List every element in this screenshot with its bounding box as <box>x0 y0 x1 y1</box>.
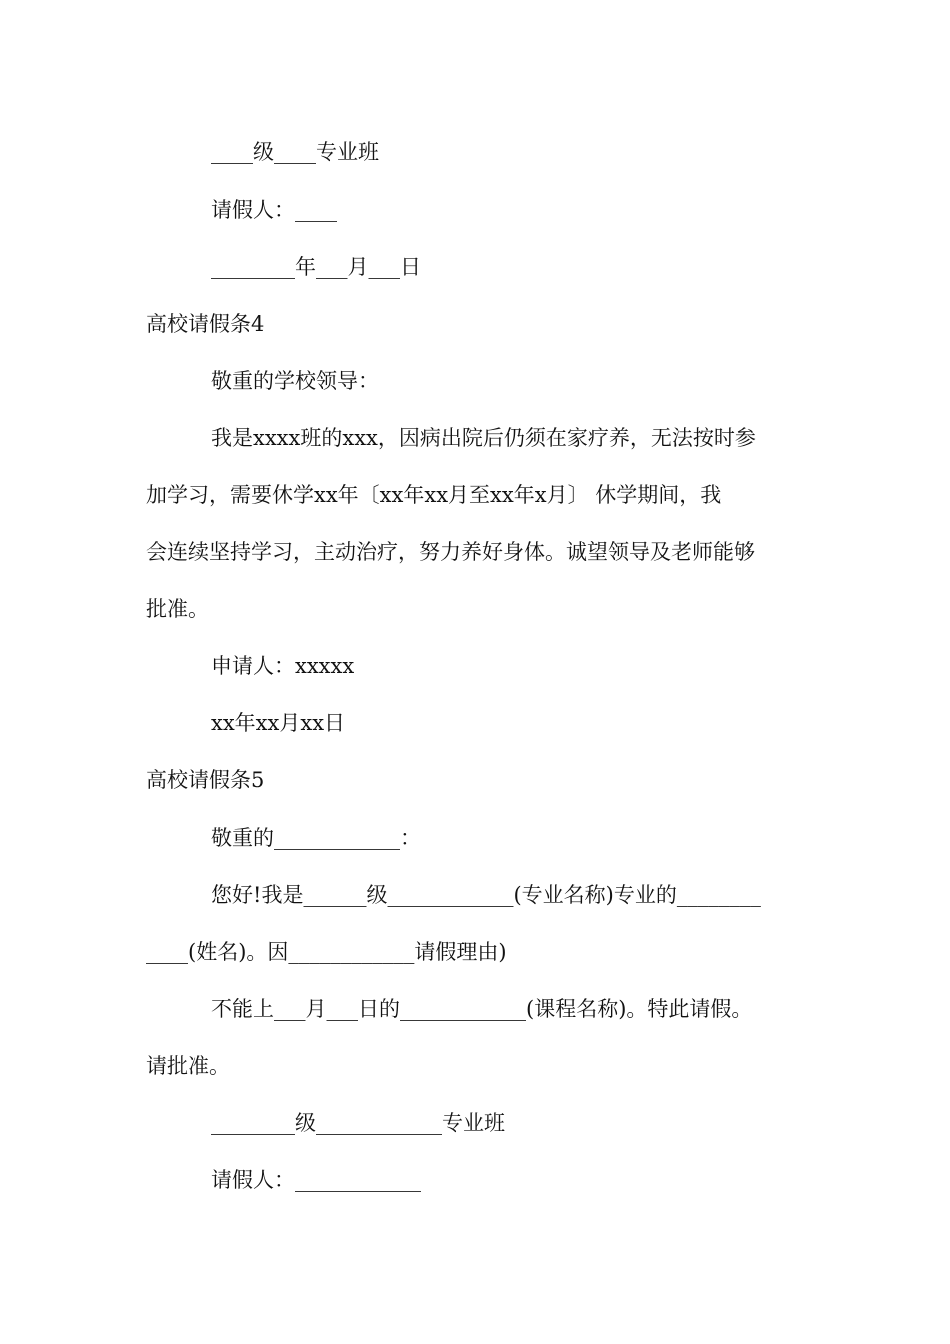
applicant-line: 请假人：____ <box>211 198 337 222</box>
form-line-2: ____(姓名)。因____________请假理由) <box>146 940 507 964</box>
form-line-4: 请批准。 <box>146 1054 230 1078</box>
class-line-2: ________级____________专业班 <box>211 1111 505 1135</box>
form-line-1: 您好!我是______级____________(专业名称)专业的________ <box>211 883 761 907</box>
section-heading-5: 高校请假条5 <box>146 768 265 792</box>
body-line-4: 批准。 <box>146 597 209 621</box>
applicant-line-2: 请假人：____________ <box>211 1168 421 1192</box>
salutation-5: 敬重的____________： <box>211 826 421 850</box>
body-line-1: 我是xxxx班的xxx，因病出院后仍须在家疗养，无法按时参 <box>211 426 756 450</box>
class-line: ____级____专业班 <box>211 140 379 164</box>
signature-applicant: 申请人：xxxxx <box>211 654 355 678</box>
signature-date: xx年xx月xx日 <box>211 711 346 735</box>
section-heading-4: 高校请假条4 <box>146 312 265 336</box>
body-line-3: 会连续坚持学习，主动治疗，努力养好身体。诚望领导及老师能够 <box>146 540 755 564</box>
body-line-2: 加学习，需要休学xx年〔xx年xx月至xx年x月〕 休学期间，我 <box>146 483 722 507</box>
salutation-4: 敬重的学校领导： <box>211 369 379 393</box>
date-line: ________年___月___日 <box>211 255 421 279</box>
form-line-3: 不能上___月___日的____________(课程名称)。特此请假。 <box>211 997 753 1021</box>
